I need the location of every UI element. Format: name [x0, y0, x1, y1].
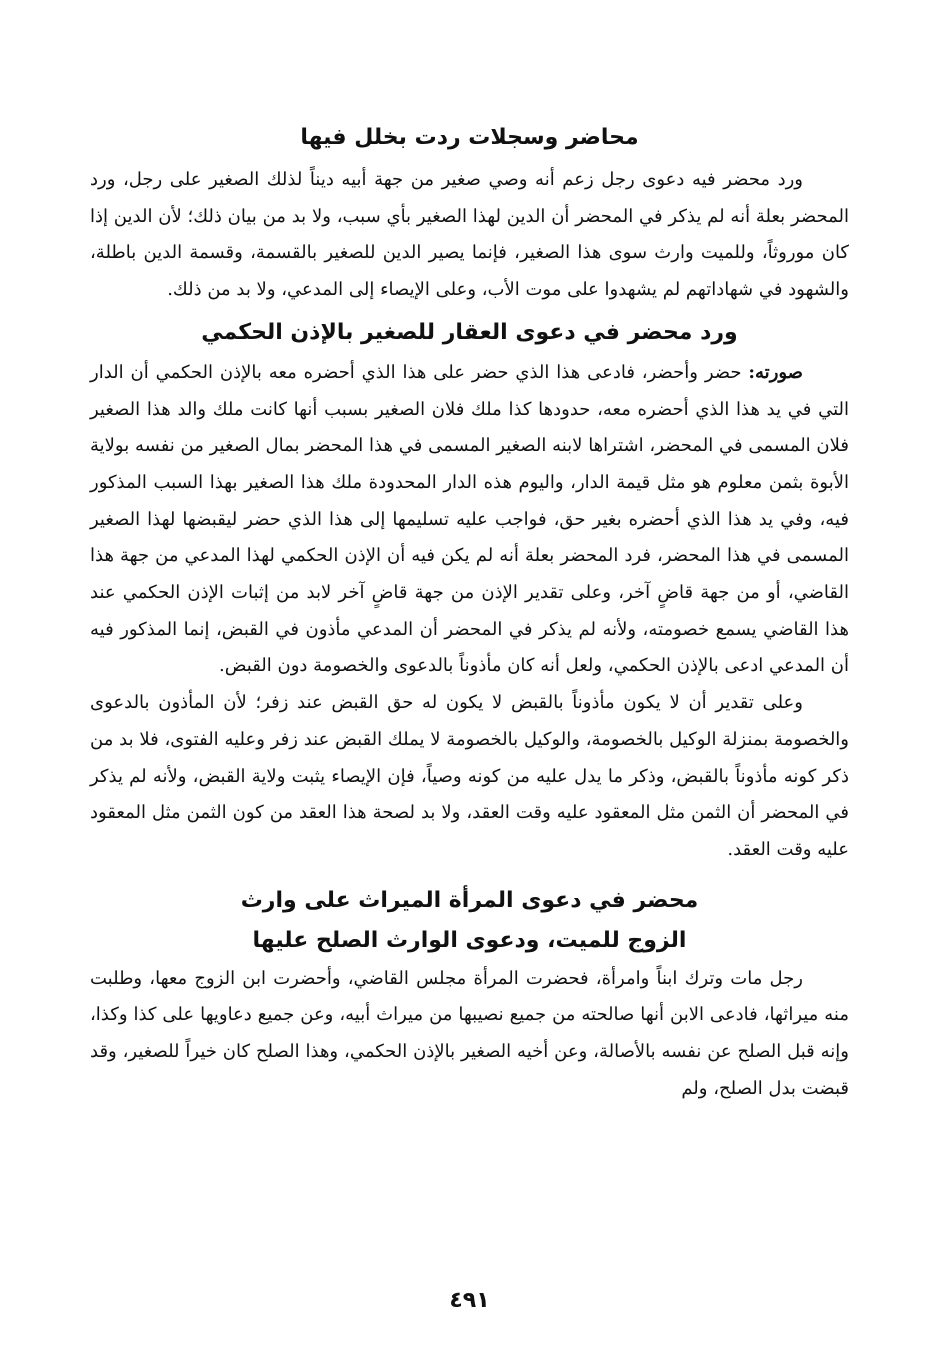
paragraph-lead: صورته: — [748, 361, 803, 383]
section-heading-inheritance-line1: محضر في دعوى المرأة الميراث على وارث — [240, 887, 699, 913]
page-content — [90, 118, 849, 1107]
paragraph-possession: وعلى تقدير أن لا يكون مأذوناً بالقبض لا يكون له حق القبض عند زفر؛ لأن المأذون بالدعوى والخصومة بمنزلة الوكيل بالخصومة، والوكيل بالخصومة لا يملك القبض عند زفر وعليه الفتوى، فلا بد من ذكر كونه مأذوناً بالقبض، وذكر ما يدل عليه من كونه وصياً، فإن الإيصاء يثبت ولاية القبض، ولأنه لم يذكر في المحضر أن الثمن مثل المعقود عليه وقت العقد، ولا بد لصحة هذا العقد من كون الثمن مثل المعقود عليه وقت العقد. — [90, 692, 849, 860]
paragraph-property-claim-text: حضر وأحضر، فادعى هذا الذي حضر على هذا الذي أحضره معه بالإذن الحكمي أن الدار التي في يد هذا الذي أحضره معه، حدودها كذا ملك فلان الصغير بسبب أنها كانت ملك والد هذا الصغير فلان المسمى في المحضر، اشتراها لابنه الصغير المسمى في هذا المحضر بمال الصغير من نفسه بولاية الأبوة بثمن معلوم هو مثل قيمة الدار، واليوم هذه الدار المحدودة ملك هذا الصغير بهذا السبب المذكور فيه، وفي يد هذا الذي أحضره بغير حق، فواجب عليه تسليمها إلى هذا الذي حضر ليقبضها لهذا الصغير المسمى في هذا المحضر، فرد المحضر بعلة أنه لم يكن فيه أن الإذن الحكمي لهذا المدعي من جهة هذا القاضي، أو من جهة قاضٍ آخر، وعلى تقدير الإذن من جهة قاضٍ آخر لابد من إثبات الإذن الحكمي عند هذا القاضي يسمع خصومته، ولأنه لم يذكر في المحضر أن المدعي مأذون في القبض، إنما المذكور فيه أن المدعي ادعى بالإذن الحكمي، ولعل أنه كان مأذوناً بالدعوى والخصومة دون القبض. — [90, 361, 849, 677]
paragraph-inheritance: رجل مات وترك ابناً وامرأة، فحضرت المرأة مجلس القاضي، وأحضرت ابن الزوج معها، وطلبت منه ميراثها، فادعى الابن أنها صالحته من جميع نصيبها من ميراث أبيه، وعن جميع دعاويها على كذا وكذا، وإنه قبل الصلح عن نفسه بالأصالة، وعن أخيه الصغير بالإذن الحكمي، وهذا الصلح كان خيراً للصغير، وقد قبضت بدل الصلح، ولم — [90, 967, 849, 1099]
page-number: ٤٩١ — [449, 1288, 490, 1313]
section-heading-inheritance-line2: الزوج للميت، ودعوى الوارث الصلح عليها — [252, 927, 687, 953]
paragraph-records: ورد محضر فيه دعوى رجل زعم أنه وصي صغير من جهة أبيه ديناً لذلك الصغير على رجل، ورد المحضر بعلة أنه لم يذكر في المحضر أن الدين لهذا الصغير بأي سبب، ولا بد من بيان ذلك؛ لأن الدين إذا كان موروثاً، وللميت وارث سوى هذا الصغير، فإنما يصير الدين للصغير بالقسمة، وقسمة الدين باطلة، والشهود في شهاداتهم لم يشهدوا على موت الأب، وعلى الإيصاء إلى المدعي، ولا بد من ذلك. — [90, 169, 849, 301]
section-heading-records: محاضر وسجلات ردت بخلل فيها — [300, 125, 639, 150]
paragraph-property-claim — [90, 355, 849, 685]
section-heading-property-claim: ورد محضر في دعوى العقار للصغير بالإذن الحكمي — [201, 319, 738, 345]
